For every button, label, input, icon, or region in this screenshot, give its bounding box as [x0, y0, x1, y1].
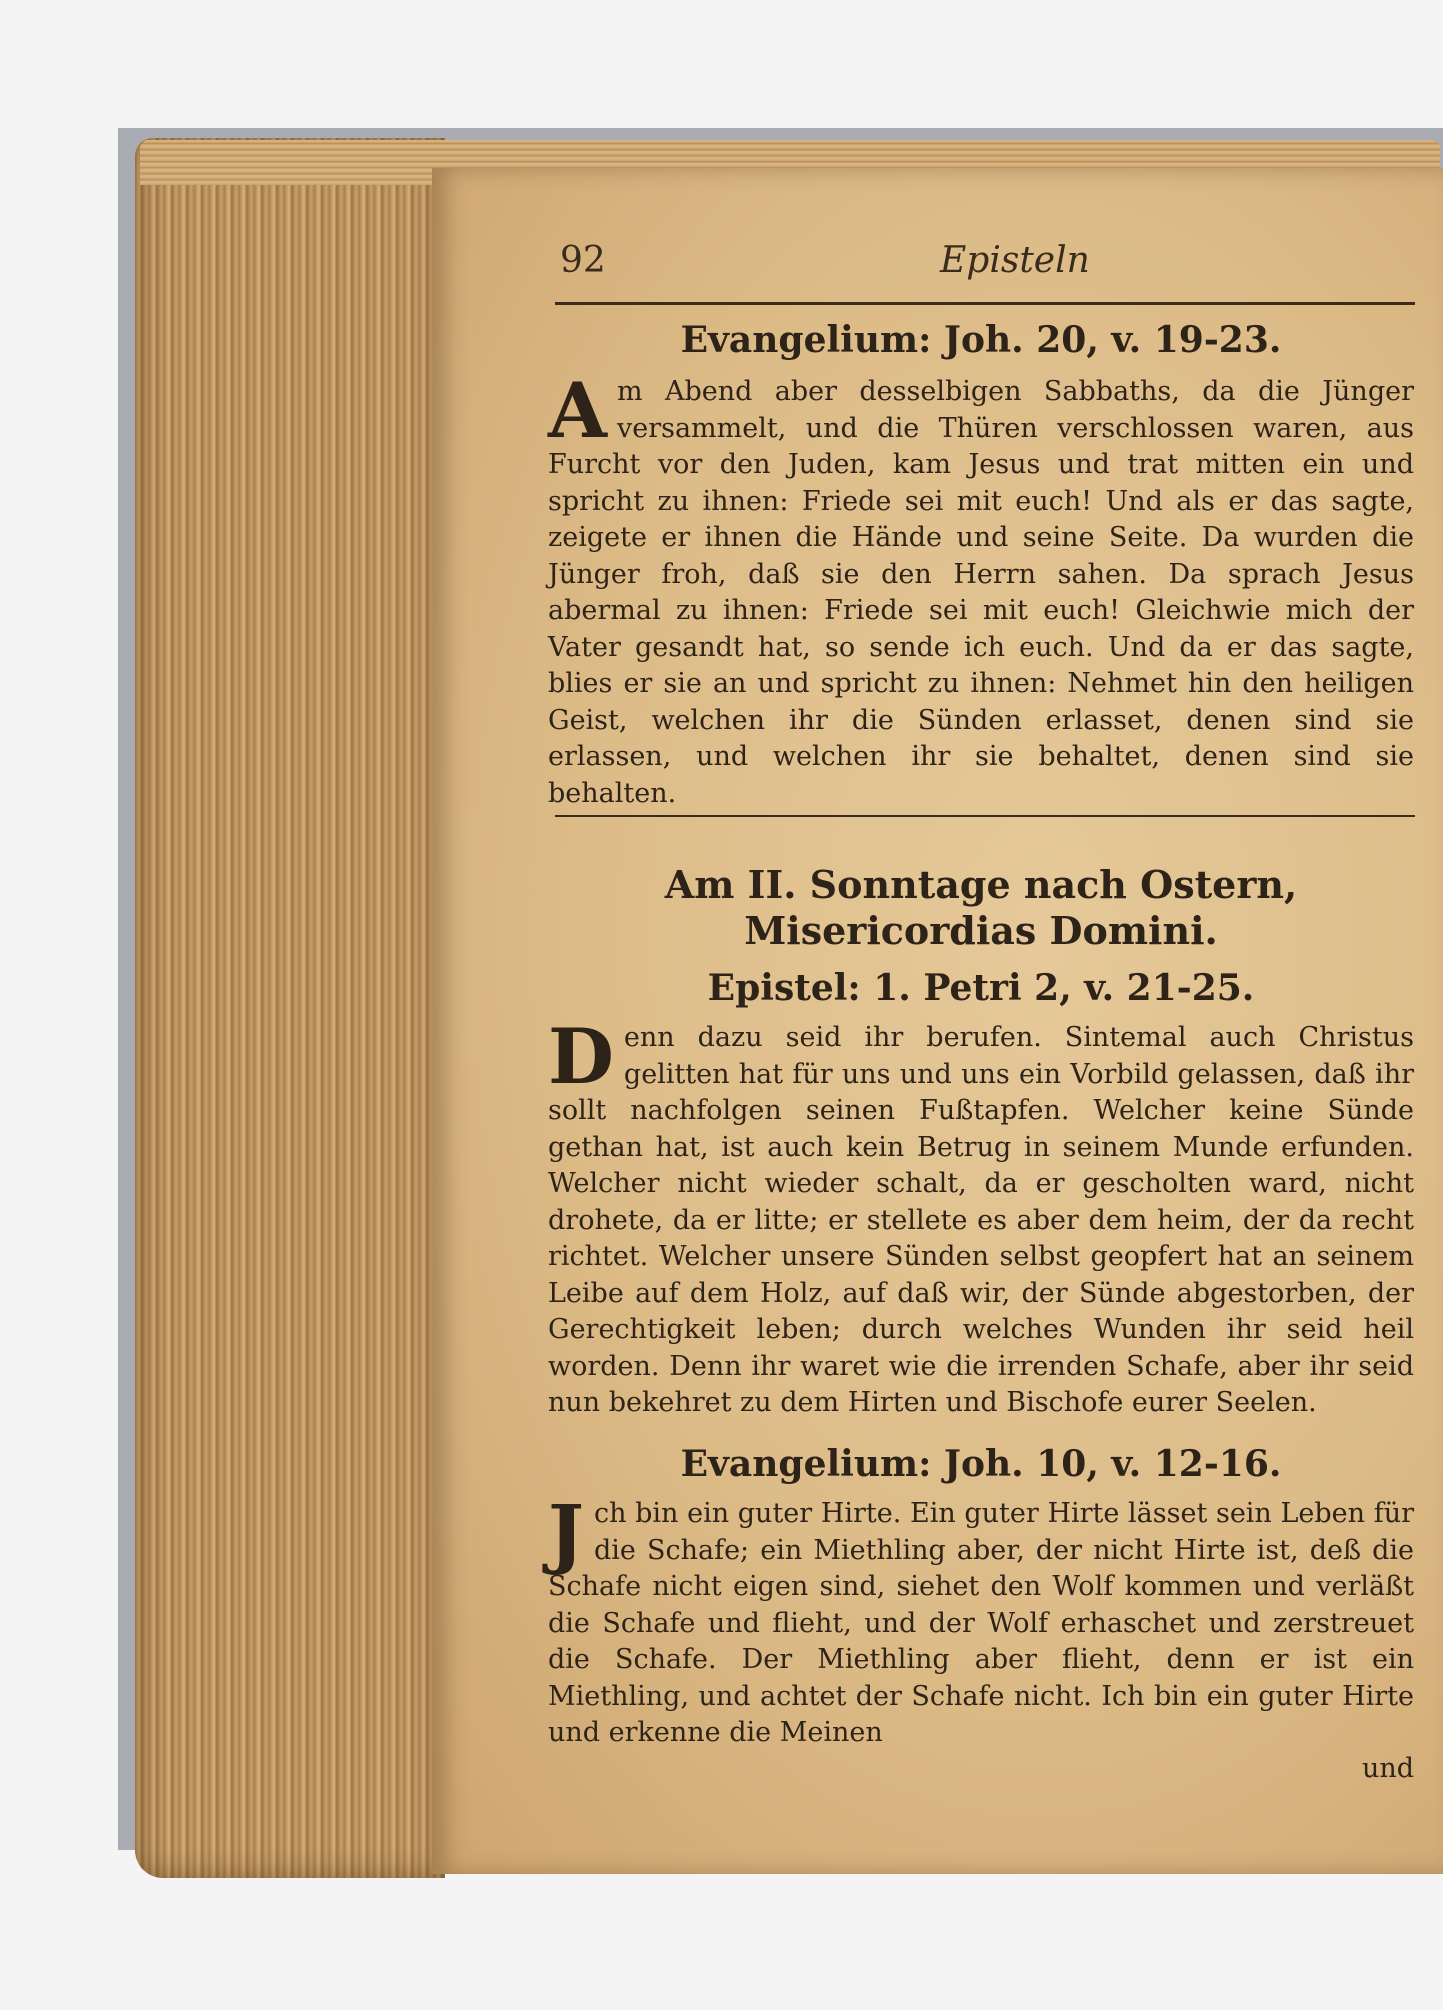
sunday-title: Am II. Sonntage nach Ostern, Misericordias Domini. — [664, 862, 1298, 953]
dropcap-j: J — [548, 1488, 584, 1577]
catchword: und — [1361, 1752, 1414, 1784]
gospel-body-2: ch bin ein guter Hirte. Ein guter Hirte lässet sein Leben für die Schafe; ein Miethling aber, der nicht Hirte ist, deß die Schafe nicht eigen sind, siehet den Wolf kommen und verläßt die Schafe und flieht, und der Wolf erhaschet und zerstreuet die Schafe. Der Miethling aber flieht, denn er ist ein Miethling, und achtet der Schafe nicht. Ich bin ein guter Hirte und erkenne die Meinen — [548, 1498, 1414, 1748]
dropcap-d: D — [548, 1012, 614, 1101]
section-rule — [555, 815, 1415, 817]
gospel-section-1 — [548, 318, 1414, 812]
gospel-heading-1: Evangelium: Joh. 20, v. 19-23. — [680, 319, 1282, 361]
page-header — [560, 230, 1420, 300]
epistle-section — [548, 966, 1414, 1422]
gospel-text-2 — [548, 1488, 1414, 1752]
gospel-heading-2: Evangelium: Joh. 10, v. 12-16. — [680, 1443, 1282, 1485]
dropcap-a: A — [548, 366, 607, 455]
gospel-text-1 — [548, 366, 1414, 812]
book-fore-edge — [135, 138, 445, 1878]
header-rule — [555, 302, 1415, 305]
page-number: 92 — [560, 240, 606, 281]
gospel-body-1: m Abend aber desselbigen Sabbaths, da die Jünger versammelt, und die Thüren verschlossen waren, aus Furcht vor den Juden, kam Jesus und trat mitten ein und spricht zu ihnen: Friede sei mit euch! Und als er das sagte, zeigete er ihnen die Hände und seine Seite. Da wurden die Jünger froh, daß sie den Herrn sahen. Da sprach Jesus abermal zu ihnen: Friede sei mit euch! Gleichwie mich der Vater gesandt hat, so sende ich euch. Und da er das sagte, blies er sie an und spricht zu ihnen: Nehmet hin den heiligen Geist, welchen ihr die Sünden erlasset, denen sind sie erlassen, und welchen ihr sie behaltet, denen sind sie behalten. — [548, 376, 1414, 809]
gospel-section-2 — [548, 1442, 1414, 1786]
epistle-heading: Epistel: 1. Petri 2, v. 21-25. — [707, 967, 1255, 1009]
epistle-body: enn dazu seid ihr berufen. Sintemal auch Christus gelitten hat für uns und uns ein Vorbild gelassen, daß ihr sollt nachfolgen seinen Fußtapfen. Welcher keine Sünde gethan hat, ist auch kein Betrug in seinem Munde erfunden. Welcher nicht wieder schalt, da er gescholten ward, nicht drohete, da er litte; er stellete es aber dem heim, der da recht richtet. Welcher unsere Sünden selbst geopfert hat an seinem Leibe auf dem Holz, auf daß wir, der Sünde abgestorben, der Gerechtigkeit leben; durch welches Wunden ihr seid heil worden. Denn ihr waret wie die irrenden Schafe, aber ihr seid nun bekehret zu dem Hirten und Bischofe eurer Seelen. — [548, 1022, 1414, 1418]
running-head: Episteln — [940, 240, 1090, 281]
epistle-text — [548, 1012, 1414, 1422]
sunday-section — [548, 862, 1414, 954]
